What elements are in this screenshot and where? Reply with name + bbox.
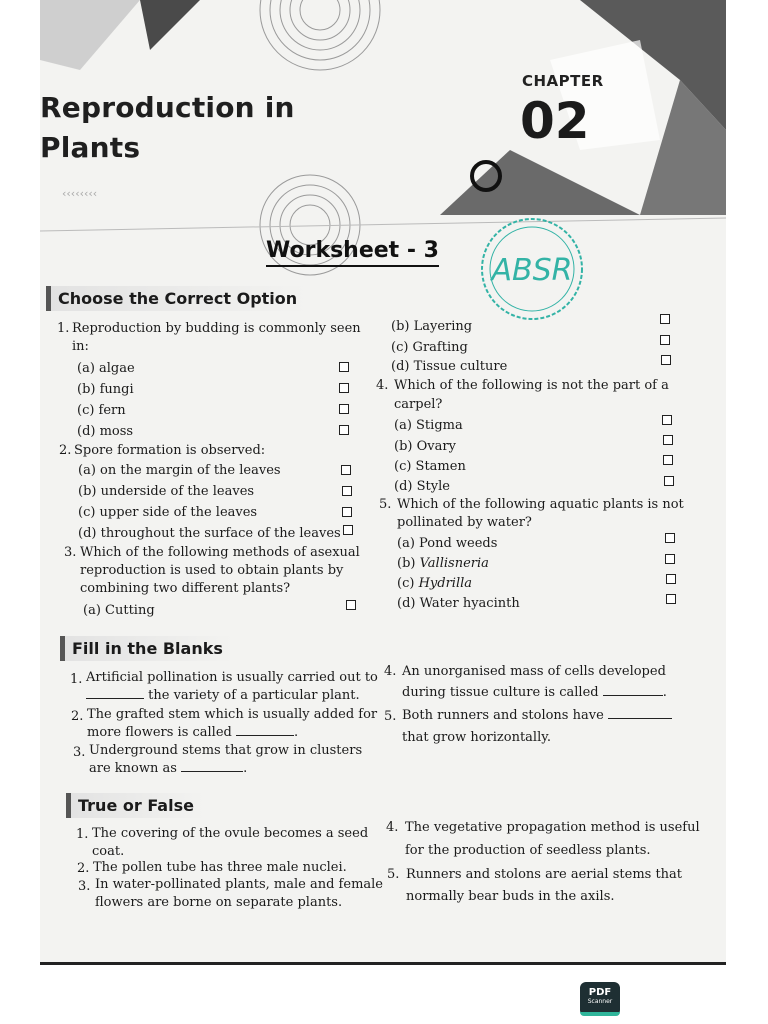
q2-option-b: (b) underside of the leaves xyxy=(78,484,255,499)
q4-option-c: (c) Stamen xyxy=(394,459,466,474)
f1-number: 1. xyxy=(70,672,83,687)
checkbox[interactable] xyxy=(339,404,349,414)
pdf-scanner-logo-bar xyxy=(580,1012,620,1016)
school-stamp xyxy=(476,214,588,324)
q5-text-2: pollinated by water? xyxy=(397,515,532,530)
f4-text-2: during tissue culture is called . xyxy=(402,685,667,700)
q5-option-d: (d) Water hyacinth xyxy=(397,596,520,611)
q2-option-a: (a) on the margin of the leaves xyxy=(78,463,281,478)
t1-text: The covering of the ovule becomes a seed xyxy=(92,826,369,841)
blank[interactable] xyxy=(603,695,663,696)
q5-option-c xyxy=(397,576,472,592)
checkbox[interactable] xyxy=(666,574,676,584)
blank[interactable] xyxy=(608,718,672,719)
q2-option-d: (d) throughout the surface of the leaves xyxy=(78,526,341,541)
q5-option-b xyxy=(397,556,489,572)
checkbox[interactable] xyxy=(339,383,349,393)
q4-option-b: (b) Ovary xyxy=(394,439,456,454)
stamp-text: ABSR xyxy=(491,253,573,288)
t4-text-2: for the production of seedless plants. xyxy=(405,843,651,858)
pdf-scanner-logo-small: Scanner xyxy=(587,998,613,1005)
f5-text-2: that grow horizontally. xyxy=(402,730,551,745)
q3-number: 3. xyxy=(64,545,77,560)
t1-text-2: coat. xyxy=(92,844,125,859)
q5-option-b-prefix: (b) xyxy=(397,556,420,571)
q4-number: 4. xyxy=(376,378,389,393)
checkbox[interactable] xyxy=(663,455,673,465)
t2-text: The pollen tube has three male nuclei. xyxy=(93,860,347,875)
f2-text-2-label: more flowers is called xyxy=(87,725,232,740)
f2-text: The grafted stem which is usually added for xyxy=(87,707,378,722)
t5-text-2: normally bear buds in the axils. xyxy=(406,889,615,904)
q3-option-c: (c) Grafting xyxy=(391,340,468,355)
t3-text-2: flowers are borne on separate plants. xyxy=(95,895,343,910)
checkbox[interactable] xyxy=(343,525,353,535)
q4-text: Which of the following is not the part of a xyxy=(394,378,669,393)
checkbox[interactable] xyxy=(341,465,351,475)
checkbox[interactable] xyxy=(339,362,349,372)
checkbox[interactable] xyxy=(665,533,675,543)
f1-text-2 xyxy=(86,688,360,704)
checkbox[interactable] xyxy=(660,335,670,345)
checkbox[interactable] xyxy=(342,486,352,496)
checkbox[interactable] xyxy=(666,594,676,604)
q5-option-a: (a) Pond weeds xyxy=(397,536,498,551)
q1-text-2: in: xyxy=(72,339,89,354)
f5-number: 5. xyxy=(384,709,397,724)
f1-text: Artificial pollination is usually carried out to xyxy=(86,670,378,685)
f2-text-2: more flowers is called . xyxy=(87,725,299,740)
q5-option-c-label: Hydrilla xyxy=(418,576,473,591)
f4-number: 4. xyxy=(384,664,397,679)
f3-text-2-label: are known as xyxy=(89,761,177,776)
checkbox[interactable] xyxy=(346,600,356,610)
t3-number: 3. xyxy=(78,879,91,894)
checkbox[interactable] xyxy=(661,355,671,365)
q4-option-d: (d) Style xyxy=(394,479,450,494)
checkbox[interactable] xyxy=(663,435,673,445)
blank[interactable] xyxy=(236,735,294,736)
q3-text: Which of the following methods of asexual xyxy=(80,545,360,560)
q1-text: Reproduction by budding is commonly seen xyxy=(72,321,361,336)
page-title xyxy=(40,88,295,168)
q1-option-b: (b) fungi xyxy=(77,382,134,397)
q3-text-3: combining two different plants? xyxy=(80,581,291,596)
t3-text: In water-pollinated plants, male and female xyxy=(95,877,383,892)
f2-number: 2. xyxy=(71,709,84,724)
worksheet-page xyxy=(40,0,726,964)
title-line-2: Plants xyxy=(40,131,141,164)
chapter-number: 02 xyxy=(520,92,590,150)
q5-option-b-label: Vallisneria xyxy=(419,556,489,571)
q2-option-c: (c) upper side of the leaves xyxy=(78,505,258,520)
pdf-scanner-logo[interactable] xyxy=(580,982,620,1016)
checkbox[interactable] xyxy=(662,415,672,425)
q3-option-d: (d) Tissue culture xyxy=(391,359,508,374)
svg-text:‹‹‹‹‹‹‹‹: ‹‹‹‹‹‹‹‹ xyxy=(62,187,98,200)
q4-option-a: (a) Stigma xyxy=(394,418,463,433)
f1-text-2-label: the variety of a particular plant. xyxy=(148,688,360,703)
worksheet-title: Worksheet - 3 xyxy=(266,238,439,267)
checkbox[interactable] xyxy=(339,425,349,435)
q1-option-d: (d) moss xyxy=(77,424,134,439)
title-line-1: Reproduction in xyxy=(40,91,295,124)
checkbox[interactable] xyxy=(660,314,670,324)
q1-option-c: (c) fern xyxy=(77,403,126,418)
q3-option-a: (a) Cutting xyxy=(83,603,155,618)
pdf-scanner-logo-big: PDF xyxy=(588,987,612,998)
q3-option-b: (b) Layering xyxy=(391,319,473,334)
q1-number: 1. xyxy=(57,321,70,336)
f5-text xyxy=(402,708,672,724)
chapter-label: CHAPTER xyxy=(522,72,604,90)
q5-text: Which of the following aquatic plants is not xyxy=(397,497,684,512)
checkbox[interactable] xyxy=(665,554,675,564)
q2-number: 2. xyxy=(59,443,72,458)
f3-number: 3. xyxy=(73,745,86,760)
t4-text: The vegetative propagation method is useful xyxy=(405,820,700,835)
blank[interactable] xyxy=(181,771,243,772)
f3-text-2: are known as . xyxy=(89,761,248,776)
blank[interactable] xyxy=(86,698,144,699)
q5-number: 5. xyxy=(379,497,392,512)
q4-text-2: carpel? xyxy=(394,397,443,412)
t4-number: 4. xyxy=(386,820,399,835)
t1-number: 1. xyxy=(76,827,89,842)
t5-number: 5. xyxy=(387,867,400,882)
f5-text-label: Both runners and stolons have xyxy=(402,708,604,723)
mcq-heading: Choose the Correct Option xyxy=(46,286,307,311)
q5-option-c-prefix: (c) xyxy=(397,576,419,591)
f4-text: An unorganised mass of cells developed xyxy=(402,664,666,679)
tf-heading: True or False xyxy=(66,793,204,818)
t5-text: Runners and stolons are aerial stems that xyxy=(406,867,683,882)
t2-number: 2. xyxy=(77,861,90,876)
q1-option-a: (a) algae xyxy=(77,361,135,376)
fill-heading: Fill in the Blanks xyxy=(60,636,233,661)
f3-text: Underground stems that grow in clusters xyxy=(89,743,363,758)
q2-text: Spore formation is observed: xyxy=(74,443,266,458)
q3-text-2: reproduction is used to obtain plants by xyxy=(80,563,344,578)
page-bottom-edge xyxy=(40,962,726,965)
f4-text-2-label: during tissue culture is called xyxy=(402,685,599,700)
checkbox[interactable] xyxy=(342,507,352,517)
checkbox[interactable] xyxy=(664,476,674,486)
